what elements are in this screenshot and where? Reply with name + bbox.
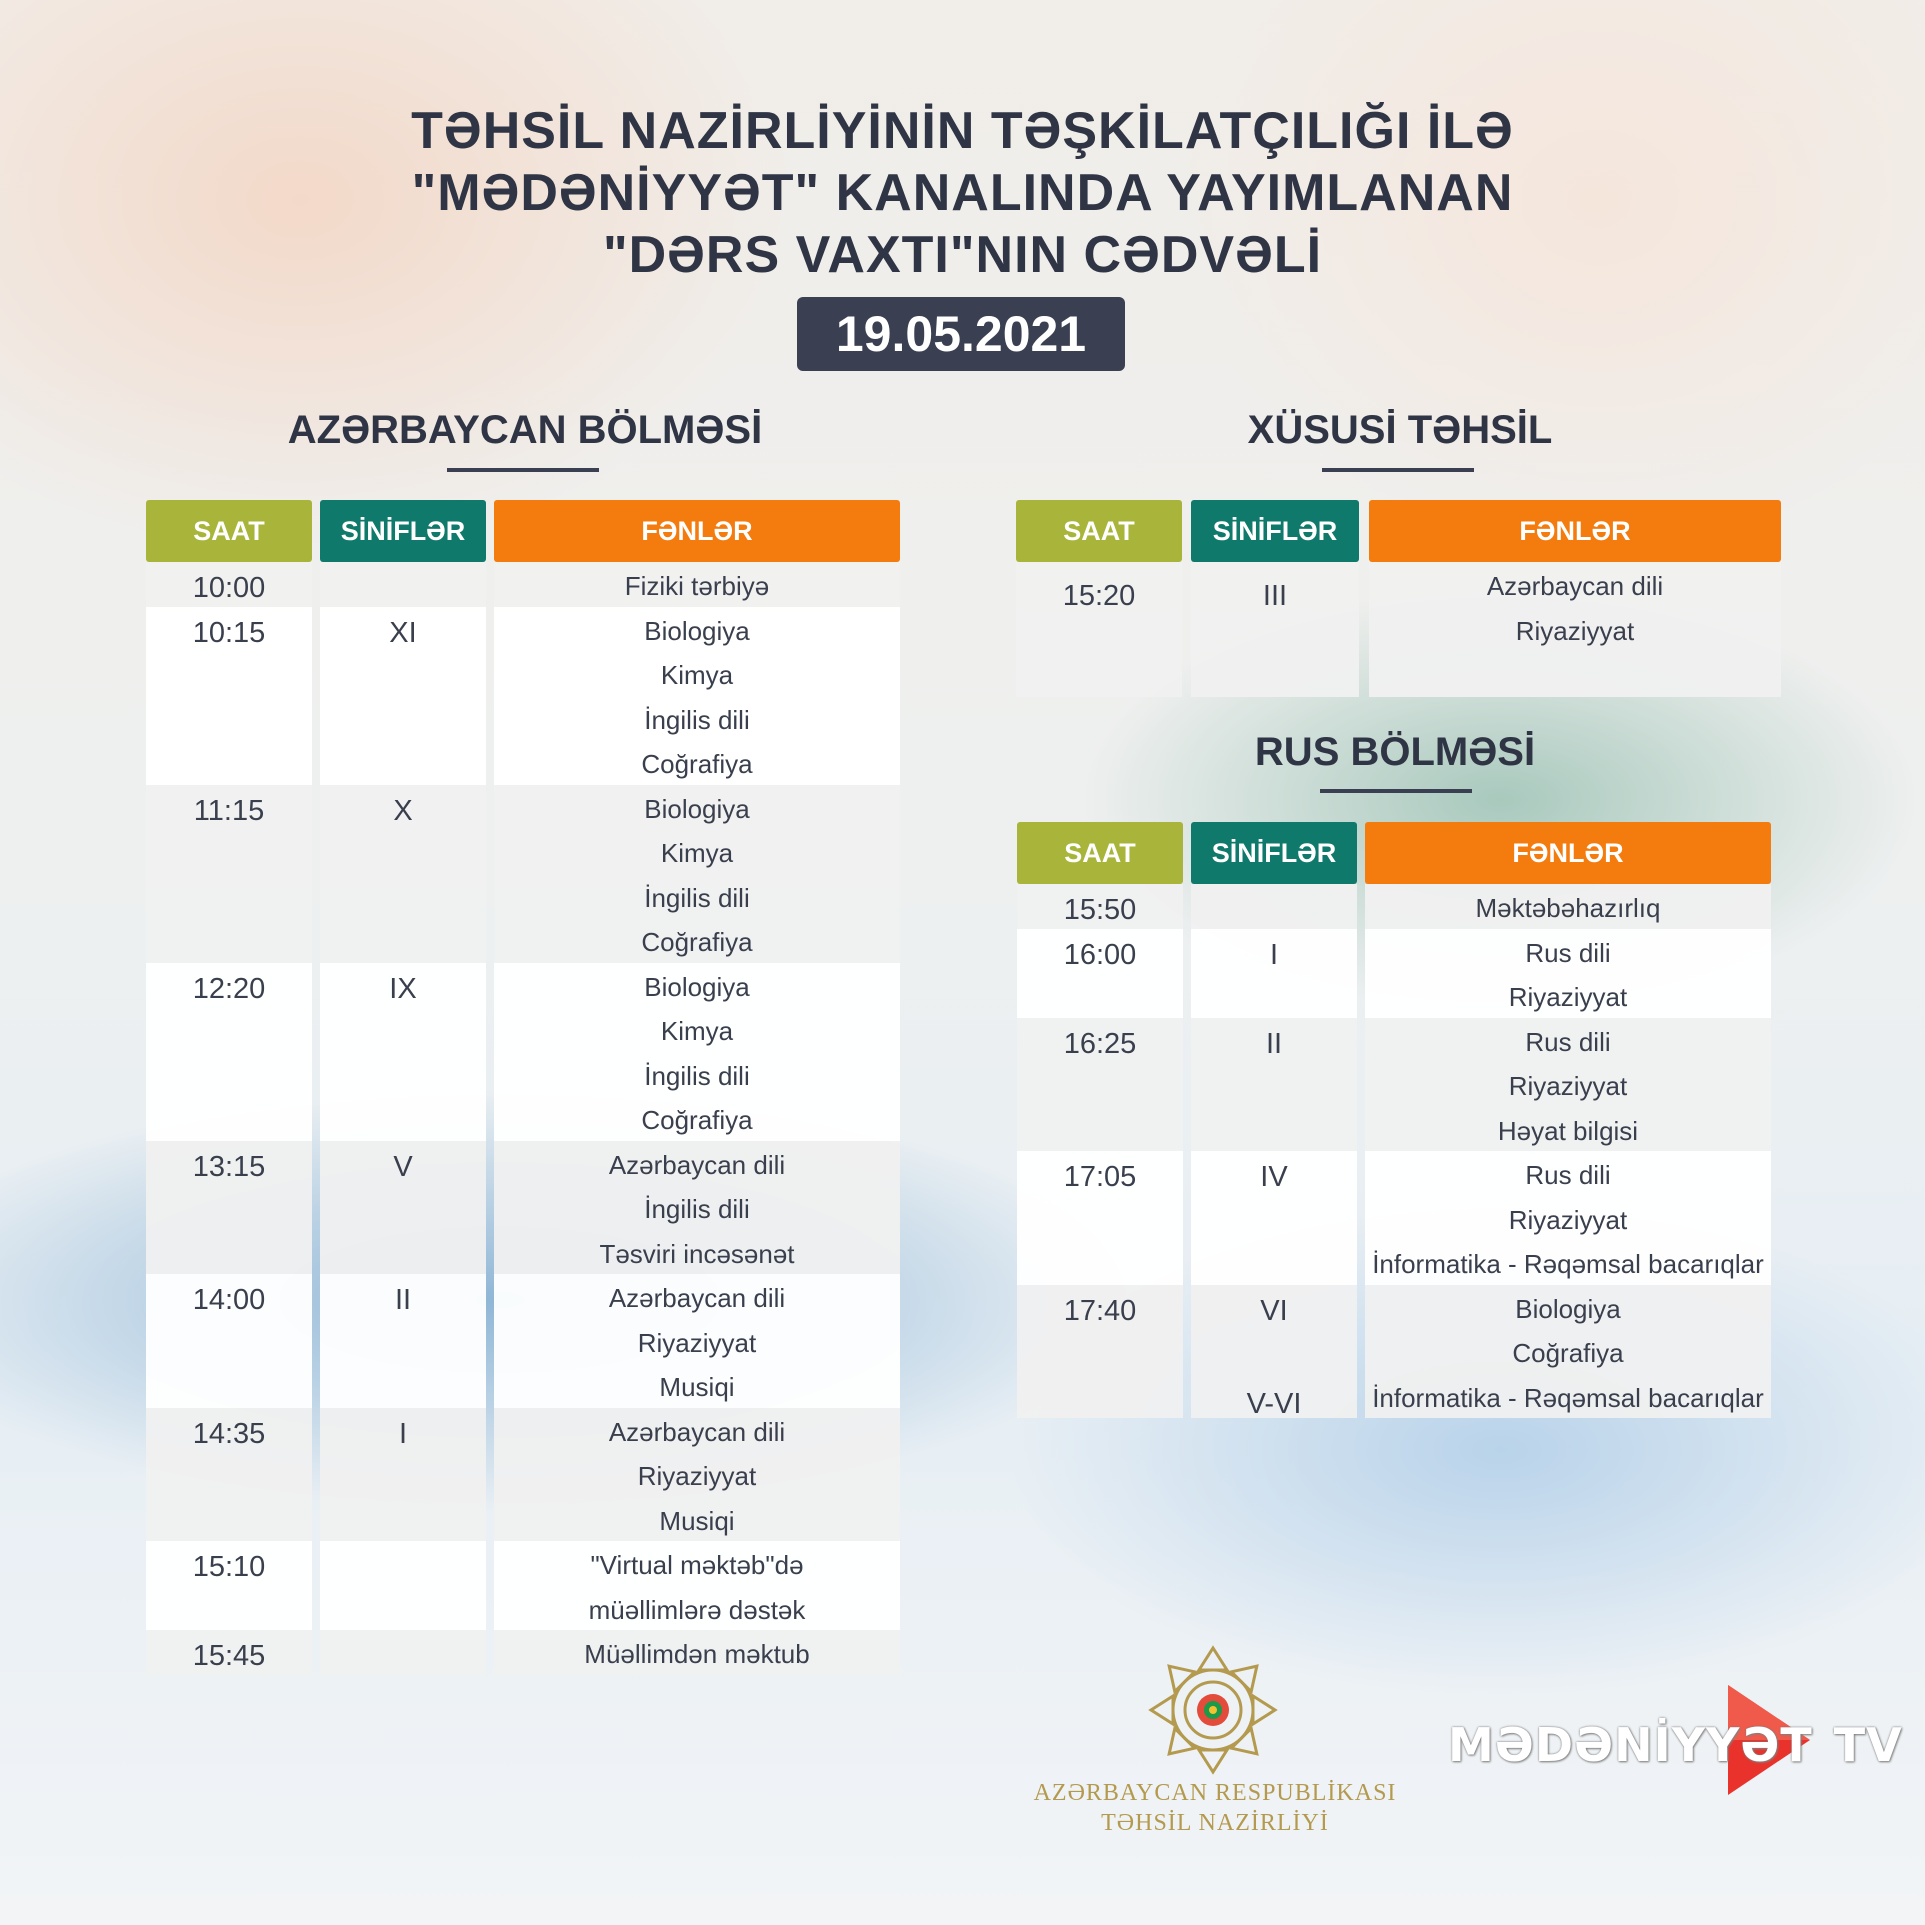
ministry-line-1: AZƏRBAYCAN RESPUBLİKASI bbox=[1033, 1780, 1397, 1806]
sinifler-header: SİNİFLƏR bbox=[1191, 822, 1357, 884]
row-subjects bbox=[1365, 886, 1771, 931]
subject-item: Riyaziyyat bbox=[637, 1461, 757, 1491]
subject-item: Rus dili bbox=[1525, 937, 1611, 968]
row-time: 14:00 bbox=[192, 1284, 266, 1316]
row-grade: I bbox=[398, 1417, 408, 1450]
row-grade: XI bbox=[389, 616, 417, 649]
fenler-header: FƏNLƏR bbox=[1369, 500, 1781, 562]
subject-item: Coğrafiya bbox=[1512, 1338, 1624, 1368]
row-time: 15:50 bbox=[1063, 894, 1137, 926]
row-subjects bbox=[494, 1143, 900, 1277]
subject-item: Riyaziyyat bbox=[1508, 1204, 1628, 1235]
subject-item: Coğrafiya bbox=[641, 1105, 753, 1135]
subject-item: Azərbaycan dili bbox=[608, 1283, 786, 1313]
subject-item: İngilis dili bbox=[644, 704, 750, 735]
subject-item: Biologiya bbox=[644, 615, 750, 646]
subject-item: Rus dili bbox=[1525, 1026, 1611, 1057]
row-subjects bbox=[1365, 1287, 1771, 1421]
date-badge: 19.05.2021 bbox=[797, 297, 1125, 371]
subject-item: Coğrafiya bbox=[641, 749, 753, 779]
subject-item: Azərbaycan dili bbox=[608, 1149, 786, 1180]
azerbaycan-section-title: AZƏRBAYCAN BÖLMƏSİ bbox=[287, 408, 763, 452]
subject-item: Riyaziyyat bbox=[1515, 616, 1635, 646]
row-time: 15:20 bbox=[1062, 580, 1136, 612]
subject-item: Təsviri incəsənət bbox=[599, 1238, 795, 1269]
subject-item: Biologiya bbox=[644, 971, 750, 1002]
row-grade: II bbox=[1265, 1027, 1283, 1060]
row-subjects bbox=[494, 965, 900, 1143]
table-row-bg bbox=[320, 1541, 486, 1630]
subject-item: İngilis dili bbox=[644, 1194, 750, 1224]
tv-logo bbox=[1448, 1718, 1903, 1772]
row-time: 11:15 bbox=[193, 794, 265, 827]
row-time: 14:35 bbox=[192, 1417, 266, 1450]
fenler-header: FƏNLƏR bbox=[1365, 822, 1771, 884]
row-subjects bbox=[494, 1276, 900, 1410]
row-time: 16:00 bbox=[1063, 938, 1137, 971]
subject-item: Məktəbəhazırlıq bbox=[1475, 893, 1661, 923]
row-grade: V bbox=[393, 1150, 413, 1183]
row-subjects bbox=[494, 564, 900, 609]
subject-item: Riyaziyyat bbox=[1508, 1071, 1628, 1101]
rus-section-title: RUS BÖLMƏSİ bbox=[1254, 730, 1536, 774]
fenler-header: FƏNLƏR bbox=[494, 500, 900, 562]
subject-item: Riyaziyyat bbox=[1508, 982, 1628, 1012]
row-time: 17:40 bbox=[1063, 1294, 1137, 1327]
subject-item: Coğrafiya bbox=[641, 927, 753, 957]
row-subjects bbox=[1369, 564, 1781, 654]
row-subjects bbox=[494, 1543, 900, 1632]
row-time: 12:20 bbox=[192, 972, 266, 1005]
row-grade: VI bbox=[1260, 1294, 1288, 1327]
subject-item: Müəllimdən məktub bbox=[584, 1639, 810, 1669]
subject-item: Azərbaycan dili bbox=[608, 1416, 786, 1447]
row-grade: X bbox=[393, 794, 413, 827]
subject-item: Rus dili bbox=[1525, 1160, 1611, 1190]
subject-item: Biologiya bbox=[644, 793, 750, 824]
table-row-bg bbox=[1191, 884, 1357, 929]
table-row-bg bbox=[320, 1630, 486, 1675]
subject-item: İngilis dili bbox=[644, 1060, 750, 1091]
subject-item: Fiziki tərbiyə bbox=[624, 571, 770, 601]
rus-underline bbox=[1320, 789, 1472, 793]
subject-item: Kimya bbox=[660, 838, 734, 868]
subject-item: İnformatika - Rəqəmsal bacarıqlar bbox=[1372, 1382, 1764, 1413]
subject-item: Riyaziyyat bbox=[637, 1327, 757, 1358]
ministry-name bbox=[1030, 1778, 1400, 1838]
row-time: 10:00 bbox=[192, 572, 266, 604]
azerbaycan-underline bbox=[447, 468, 599, 472]
subject-item: İnformatika - Rəqəmsal bacarıqlar bbox=[1372, 1249, 1764, 1279]
subject-item: Həyat bilgisi bbox=[1497, 1115, 1639, 1146]
ministry-emblem-icon bbox=[1143, 1640, 1283, 1780]
subject-item: Kimya bbox=[660, 1016, 734, 1046]
subject-item: İngilis dili bbox=[644, 882, 750, 913]
saat-header: SAAT bbox=[146, 500, 312, 562]
row-grade: III bbox=[1262, 580, 1288, 612]
title-line-3: "DƏRS VAXTI"NIN CƏDVƏLİ bbox=[602, 226, 1323, 284]
tv-logo-suffix: TV bbox=[1833, 1718, 1903, 1772]
row-time: 15:10 bbox=[192, 1551, 266, 1583]
sinifler-header: SİNİFLƏR bbox=[1191, 500, 1359, 562]
row-subjects bbox=[1365, 1020, 1771, 1154]
row-grade: I bbox=[1269, 938, 1279, 971]
row-subjects bbox=[494, 1410, 900, 1544]
subject-item: Kimya bbox=[660, 660, 734, 690]
subject-item: Musiqi bbox=[659, 1505, 735, 1536]
row-time: 15:45 bbox=[192, 1640, 266, 1672]
saat-header: SAAT bbox=[1016, 500, 1182, 562]
ministry-line-2: TƏHSİL NAZİRLİYİ bbox=[1101, 1810, 1329, 1836]
row-time: 17:05 bbox=[1063, 1161, 1137, 1193]
row-subjects bbox=[1365, 1153, 1771, 1287]
title-line-1: TƏHSİL NAZİRLİYİNİN TƏŞKİLATÇILIĞI İLƏ bbox=[411, 102, 1514, 160]
tv-logo-name: MƏDƏNİYYƏT bbox=[1448, 1718, 1813, 1772]
subject-item: müəllimlərə dəstək bbox=[588, 1594, 806, 1625]
row-grade: II bbox=[394, 1284, 412, 1316]
subject-item: Biologiya bbox=[1515, 1293, 1621, 1324]
row-grade: IX bbox=[389, 972, 417, 1005]
sinifler-header: SİNİFLƏR bbox=[320, 500, 486, 562]
row-time: 10:15 bbox=[192, 616, 266, 649]
row-grade-secondary: V-VI bbox=[1246, 1387, 1302, 1420]
xususi-section-title: XÜSUSİ TƏHSİL bbox=[1247, 408, 1553, 452]
row-subjects bbox=[494, 1632, 900, 1677]
row-time: 13:15 bbox=[192, 1150, 266, 1183]
table-row-bg bbox=[320, 562, 486, 607]
page-title bbox=[0, 100, 1925, 286]
subject-item: Azərbaycan dili bbox=[1486, 571, 1664, 601]
saat-header: SAAT bbox=[1017, 822, 1183, 884]
row-grade: IV bbox=[1260, 1161, 1288, 1193]
subject-item: Musiqi bbox=[659, 1372, 735, 1402]
row-subjects bbox=[1365, 931, 1771, 1020]
title-line-2: "MƏDƏNİYYƏT" KANALINDA YAYIMLANAN bbox=[411, 164, 1514, 222]
row-time: 16:25 bbox=[1063, 1027, 1137, 1060]
row-subjects bbox=[494, 787, 900, 965]
xususi-underline bbox=[1322, 468, 1474, 472]
subject-item: "Virtual məktəb"də bbox=[590, 1550, 804, 1580]
row-subjects bbox=[494, 609, 900, 787]
